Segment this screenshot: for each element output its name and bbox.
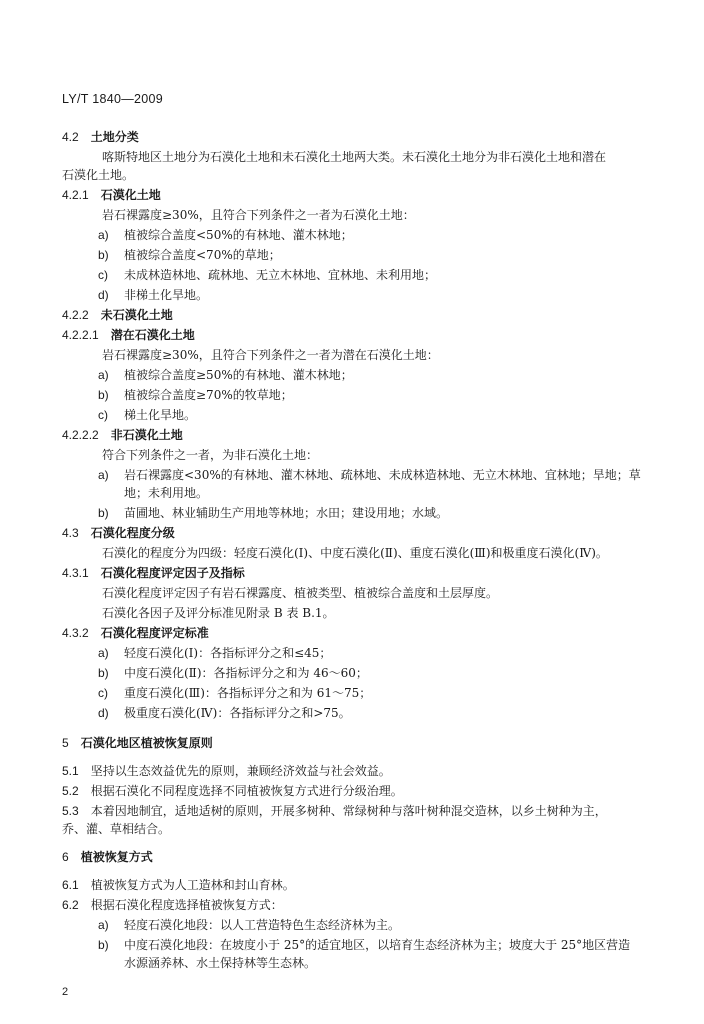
list-item: b) 中度石漠化(Ⅱ)：各指标评分之和为 46～60； <box>98 666 368 680</box>
list-item-cont: 地；未利用地。 <box>124 486 209 500</box>
clause-6-1: 6.1 植被恢复方式为人工造林和封山育林。 <box>62 878 295 892</box>
list-item: c) 未成林造林地、疏林地、无立木林地、宜林地、未利用地； <box>98 268 437 282</box>
paragraph: 喀斯特地区土地分为石漠化土地和未石漠化土地两大类。未石漠化土地分为非石漠化土地和潜在 <box>102 150 607 164</box>
list-item: a) 植被综合盖度<50%的有林地、灌木林地； <box>98 228 353 242</box>
paragraph: 岩石裸露度≥30%，且符合下列条件之一者为潜在石漠化土地： <box>102 348 439 362</box>
heading-4-2: 4.2 土地分类 <box>62 130 139 144</box>
paragraph: 岩石裸露度≥30%，且符合下列条件之一者为石漠化土地： <box>102 208 415 222</box>
list-item: b) 植被综合盖度<70%的草地； <box>98 248 281 262</box>
list-item: c) 梯土化旱地。 <box>98 408 197 422</box>
heading-4-2-1: 4.2.1 石漠化土地 <box>62 188 161 202</box>
paragraph: 石漠化的程度分为四级：轻度石漠化(Ⅰ)、中度石漠化(Ⅱ)、重度石漠化(Ⅲ)和极重度石漠化(Ⅳ)。 <box>102 546 608 560</box>
heading-4-3: 4.3 石漠化程度分级 <box>62 526 175 540</box>
list-item: a) 植被综合盖度≥50%的有林地、灌木林地； <box>98 368 353 382</box>
paragraph: 石漠化程度评定因子有岩石裸露度、植被类型、植被综合盖度和土层厚度。 <box>102 586 499 600</box>
list-item: b) 苗圃地、林业辅助生产用地等林地；水田；建设用地；水域。 <box>98 506 449 520</box>
heading-4-3-1: 4.3.1 石漠化程度评定因子及指标 <box>62 566 245 580</box>
paragraph: 石漠化各因子及评分标准见附录 B 表 B.1。 <box>102 606 335 620</box>
list-item: b) 植被综合盖度≥70%的牧草地； <box>98 388 293 402</box>
clause-5-1: 5.1 坚持以生态效益优先的原则，兼顾经济效益与社会效益。 <box>62 764 391 778</box>
clause-6-2: 6.2 根据石漠化程度选择植被恢复方式： <box>62 898 283 912</box>
list-item-cont: 水源涵养林、水土保持林等生态林。 <box>124 956 317 970</box>
list-item: a) 轻度石漠化地段：以人工营造特色生态经济林为主。 <box>98 918 401 932</box>
clause-5-3-cont: 乔、灌、草相结合。 <box>62 822 171 836</box>
list-item: d) 非梯土化旱地。 <box>98 288 209 302</box>
standard-code: LY/T 1840—2009 <box>62 92 164 106</box>
page-number: 2 <box>62 986 69 998</box>
heading-4-3-2: 4.3.2 石漠化程度评定标准 <box>62 626 209 640</box>
list-item: b) 中度石漠化地段：在坡度小于 25°的适宜地区，以培育生态经济林为主；坡度大于 25°地区营造 <box>98 938 631 952</box>
clause-5-3: 5.3 本着因地制宜，适地适树的原则，开展多树种、常绿树种与落叶树种混交造林，以乡土树种为主， <box>62 804 607 818</box>
heading-4-2-2-2: 4.2.2.2 非石漠化土地 <box>62 428 183 442</box>
list-item: a) 岩石裸露度<30%的有林地、灌木林地、疏林地、未成林造林地、无立木林地、宜林地；旱地；草 <box>98 468 641 482</box>
heading-4-2-2: 4.2.2 未石漠化土地 <box>62 308 173 322</box>
heading-6: 6 植被恢复方式 <box>62 850 153 864</box>
paragraph-cont: 石漠化土地。 <box>62 168 135 182</box>
list-item: c) 重度石漠化(Ⅲ)：各指标评分之和为 61～75； <box>98 686 372 700</box>
clause-5-2: 5.2 根据石漠化不同程度选择不同植被恢复方式进行分级治理。 <box>62 784 403 798</box>
paragraph: 符合下列条件之一者，为非石漠化土地： <box>102 448 319 462</box>
heading-4-2-2-1: 4.2.2.1 潜在石漠化土地 <box>62 328 195 342</box>
list-item: a) 轻度石漠化(Ⅰ)：各指标评分之和≤45； <box>98 646 332 660</box>
heading-5: 5 石漠化地区植被恢复原则 <box>62 736 213 750</box>
list-item: d) 极重度石漠化(Ⅳ)：各指标评分之和>75。 <box>98 706 351 720</box>
